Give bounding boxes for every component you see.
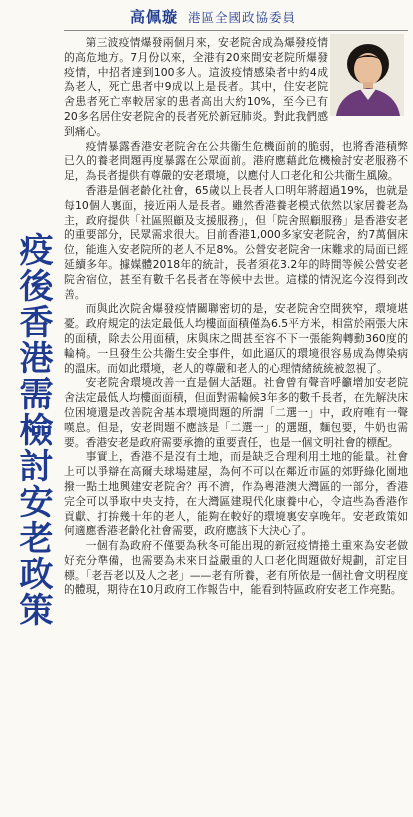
header-divider — [64, 30, 408, 31]
author-title: 港區全國政協委員 — [188, 10, 297, 25]
article-body — [64, 36, 408, 598]
paragraph: 一個有為政府不僅要為秋冬可能出現的新冠疫情捲土重來為安老做好充分準備，也需要為未來日益嚴重的人口老化問題做好規劃，訂定目標。「老吾老以及人之老」——老有所養，老有所依是一個社會文明程度的體現，期待在10月政府工作報告中，能看到特區政府安老工作亮點。 — [64, 539, 408, 597]
paragraph: 香港是個老齡化社會，65歲以上長者人口明年將超過19%，也就是每10個人裏面，接近兩人是長者。雖然香港養老模式依然以家居養老為主，政府提供「社區照顧及支援服務」，但「院舍照顧服務」是香港安老的重要部分，民眾需求很大。目前香港1,000多家安老院舍，約7萬個床位，能進入安老院所的老人不足8%。公營安老院舍一床難求的局面已經延續多年。據媒體2018年的統計，長者須花3.2年的時間等候公營安老院舍宿位，甚至有數千名長者在等候中去世。這樣的情況迄今沒得到改善。 — [64, 183, 408, 301]
article-headline: 疫後香港需檢討安老政策 — [13, 232, 53, 628]
paragraph: 而與此次院舍爆發疫情關聯密切的是，安老院舍空間狹窄，環境堪憂。政府規定的法定最低人均樓面面積僅為6.5平方米，相當於兩張大床的面積，除去公用面積，床與床之間甚至容不下一張能夠轉動360度的輪椅。一旦發生公共衞生安全事件，如此逼仄的環境很容易成為傳染病的溫床。而如此環境，老人的尊嚴和老人的心理情緒統統被忽視了。 — [64, 302, 408, 375]
byline — [130, 6, 296, 28]
paragraph: 第三波疫情爆發兩個月來，安老院舍成為爆發疫情的高危地方。7月份以來，全港有20來間安老院所爆發疫情，中招者達到100多人。這波疫情感染者中約4成為老人，死亡患者中9成以上是長者。其中，住安老院舍患者死亡率較居家的患者高出大約10%，至今已有20多名居住安老院舍的長者死於新冠肺炎。對此我們感到痛心。 — [64, 36, 328, 138]
paragraph: 事實上，香港不是沒有土地，而是缺乏合理利用土地的能量。社會上可以爭辯在高爾夫球場建屋，為何不可以在鄰近市區的郊野綠化園地撥一點土地興建安老院舍？再不濟，作為粵港澳大灣區的一部分，香港完全可以爭取中央支持，在大灣區建現代化康養中心，令這些為香港作貢獻、打拚幾十年的老人，能夠在較好的環境裏安享晚年。安老政策如何適應香港老齡化社會需要，政府應該下大決心了。 — [64, 450, 408, 538]
paragraph: 安老院舍環境改善一直是個大話題。社會曾有聲音呼籲增加安老院舍法定最低人均樓面面積，但面對需輪候3年多的數千長者，在先解決床位困境還是改善院舍基本環境問題的所謂「二選一」中，政府唯有一聲嘆息。但是，安老問題不應該是「二選一」的選題，麵包要，牛奶也需要。香港安老是政府需要承擔的重要責任，也是一個文明社會的標配。 — [64, 376, 408, 449]
author-name: 高佩璇 — [130, 8, 179, 26]
photo-spacer — [328, 36, 408, 122]
paragraph: 疫情暴露香港安老院舍在公共衞生危機面前的脆弱，也將香港積弊已久的養老問題再度暴露在公眾面前。港府應藉此危機檢討安老服務不足，為長者提供有尊嚴的安老環境，以應付人口老化和公共衞生風險。 — [64, 139, 408, 183]
